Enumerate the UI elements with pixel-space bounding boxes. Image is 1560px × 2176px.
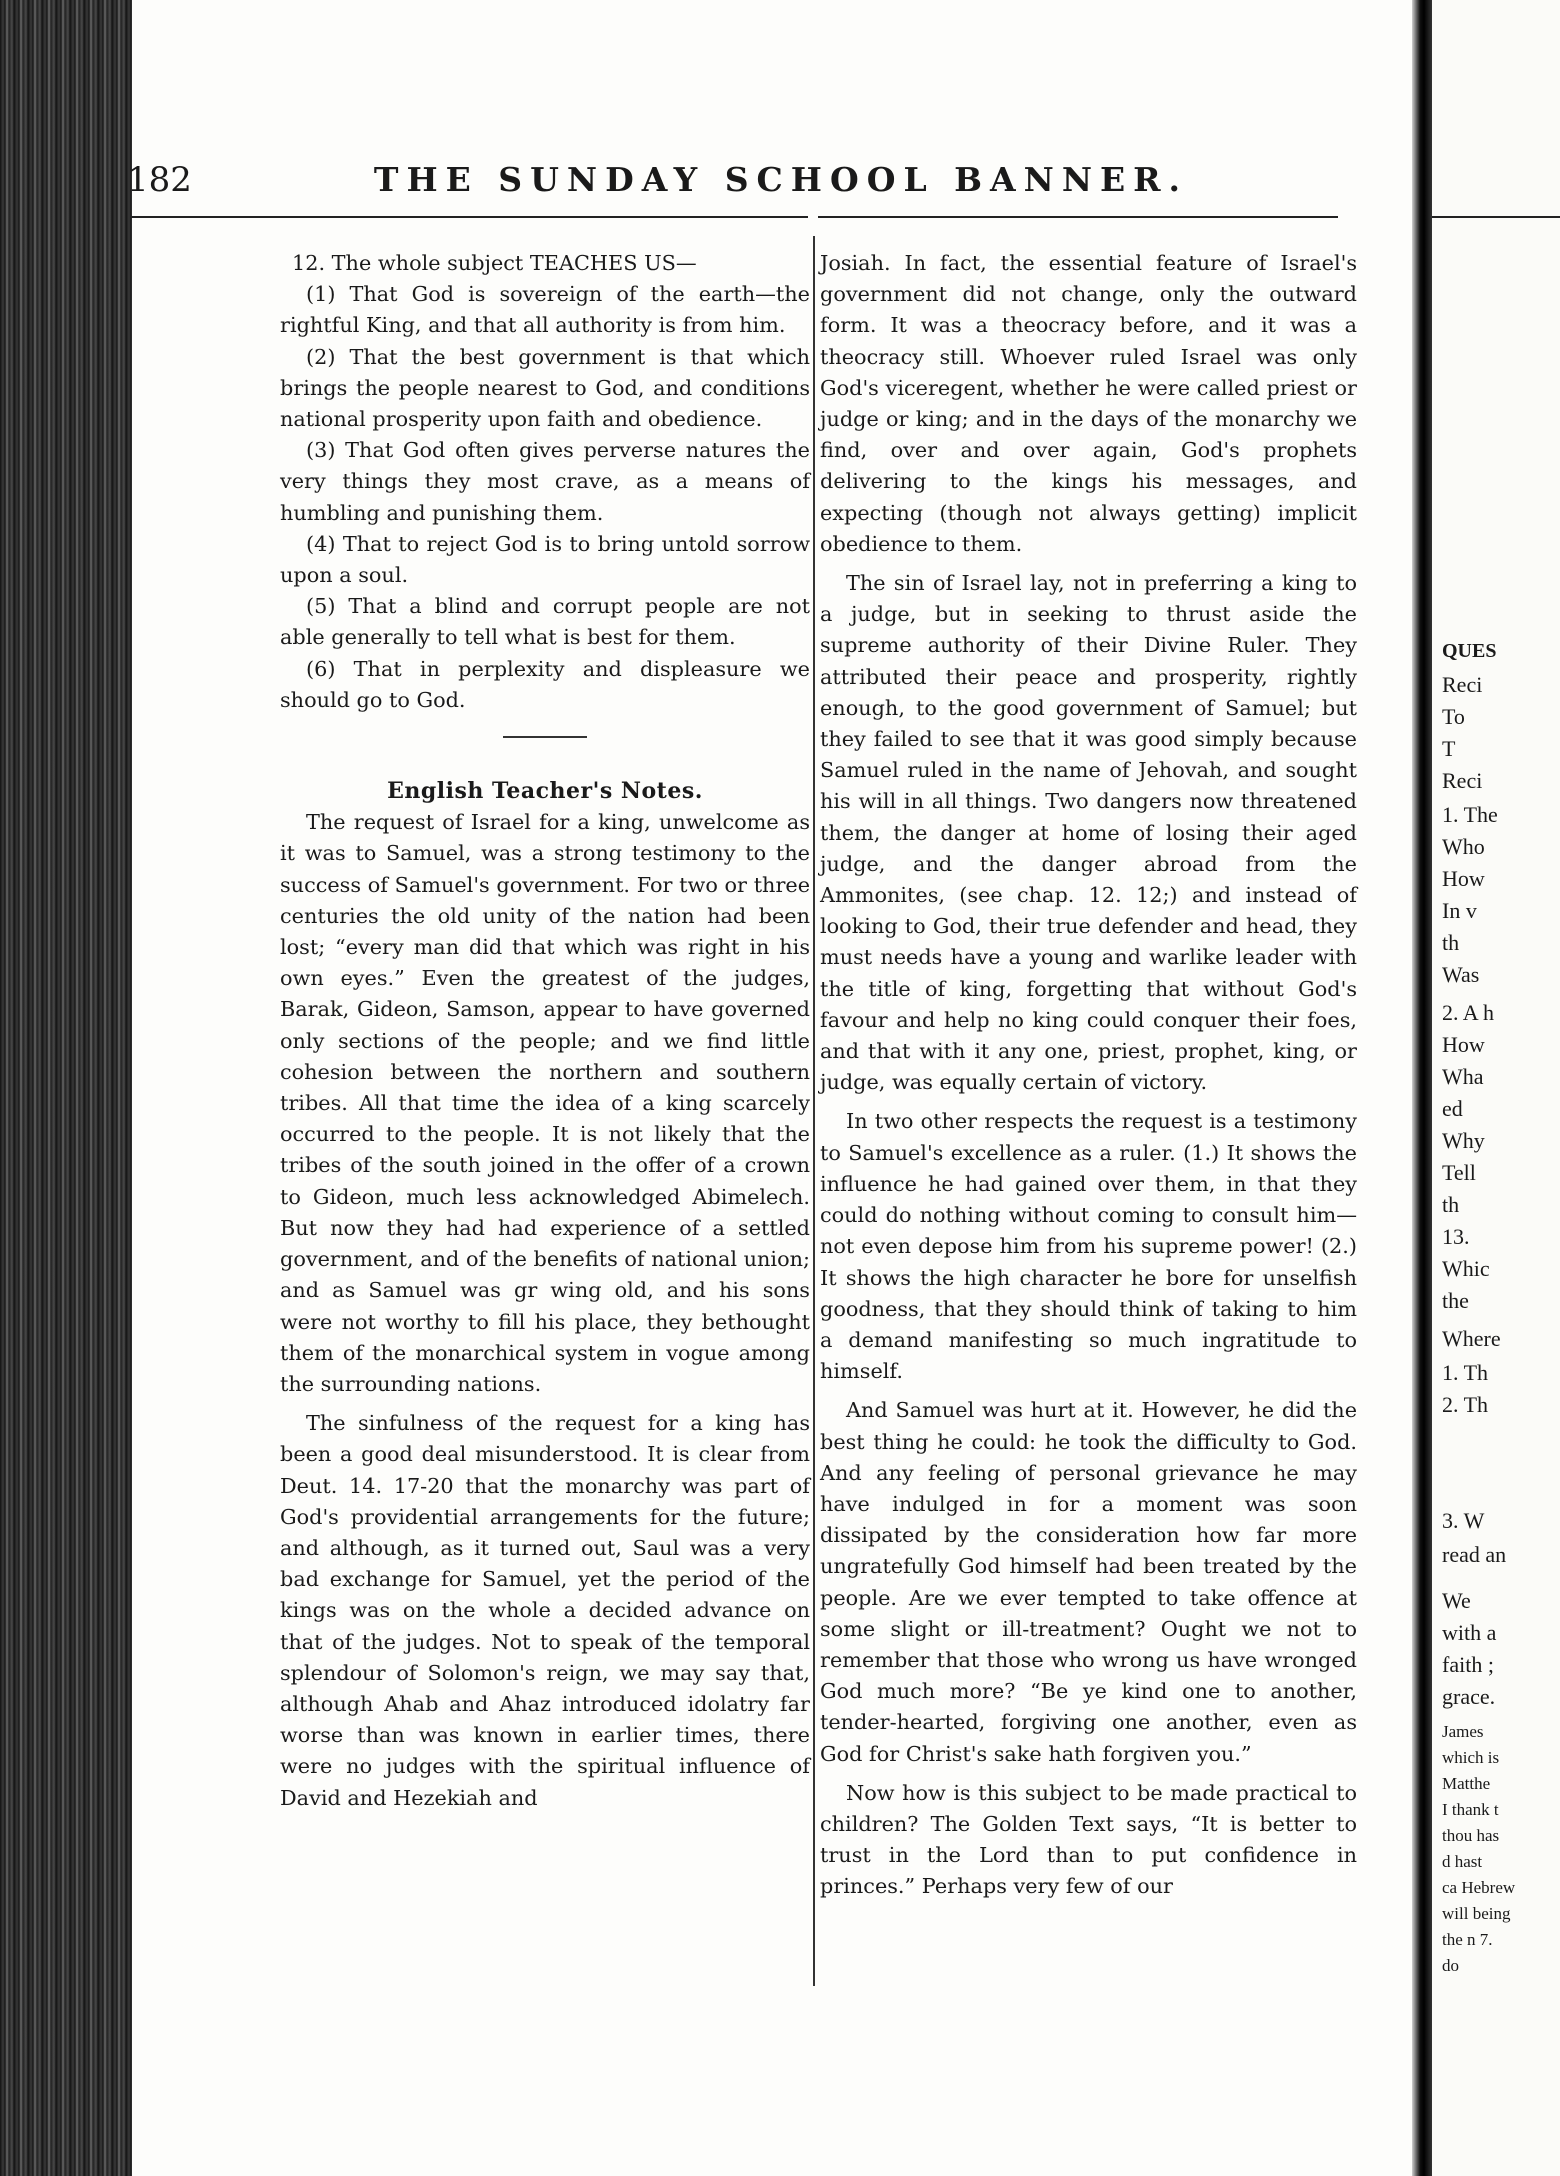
adjacent-page-text: T xyxy=(1442,736,1456,761)
adjacent-page-text: with a xyxy=(1442,1620,1497,1645)
adjacent-page-text: I thank t xyxy=(1442,1800,1499,1819)
adjacent-page-text: thou has xyxy=(1442,1826,1500,1845)
adjacent-page-text: In v xyxy=(1442,898,1477,923)
adjacent-page-text: Where xyxy=(1442,1326,1501,1351)
adjacent-page-text: d hast xyxy=(1442,1852,1483,1871)
adjacent-page-text: th xyxy=(1442,930,1460,955)
teaching-item: (4) That to reject God is to bring untold sorrow upon a soul. xyxy=(280,531,810,588)
adjacent-page-text: faith ; xyxy=(1442,1652,1494,1677)
right-column xyxy=(820,248,1357,1903)
adjacent-page-text: do xyxy=(1442,1956,1459,1975)
teaching-item: (5) That a blind and corrupt people are not able generally to tell what is best for them. xyxy=(280,594,810,650)
adjacent-page-text: Reci xyxy=(1442,768,1483,793)
adjacent-page-text: 2. Th xyxy=(1442,1392,1489,1417)
adjacent-page-text: read an xyxy=(1442,1542,1507,1567)
teaching-item: (3) That God often gives perverse natures the very things they most crave, as a means of humbling and punishing them. xyxy=(280,438,810,525)
adjacent-page-text: 3. W xyxy=(1442,1508,1485,1533)
adjacent-page-text: 13. xyxy=(1442,1224,1470,1249)
teaching-item: (6) That in perplexity and displeasure we should go to God. xyxy=(280,656,810,712)
column-divider xyxy=(813,236,815,1986)
teaching-item: (1) That God is sovereign of the earth—the rightful King, and that all authority is from him. xyxy=(280,282,810,338)
adjacent-page-text: We xyxy=(1442,1588,1471,1613)
adjacent-page-text: the xyxy=(1442,1288,1469,1313)
body-paragraph: Josiah. In fact, the essential feature of Israel's government did not change, only the outward form. It was a theocracy before, and it was a theocracy still. Whoever ruled Israel was only God's viceregent, whether he were called priest or judge or king; and in the days of the monarchy we find, over and over again, God's prophets delivering to the kings his messages, and expecting (though not always getting) implicit obedience to them. xyxy=(820,251,1357,556)
adjacent-page-text: 1. Th xyxy=(1442,1360,1489,1385)
adjacent-page-text: James xyxy=(1442,1722,1484,1741)
book-spine xyxy=(0,0,132,2176)
adjacent-page-text: How xyxy=(1442,866,1485,891)
adjacent-page-text: To xyxy=(1442,704,1465,729)
adjacent-page-text: 1. The xyxy=(1442,802,1498,827)
adjacent-page-text: 2. A h xyxy=(1442,1000,1494,1025)
body-paragraph: The request of Israel for a king, unwelcome as it was to Samuel, was a strong testimony to the success of Samuel's government. For two or three centuries the old unity of the nation had been lost; “every man did that which was right in his own eyes.” Even the greatest of the judges, Barak, Gideon, Samson, appear to have governed only sections of the people; and we find little cohesion between the northern and southern tribes. All that time the idea of a king scarcely occurred to the people. It is not likely that the tribes of the south joined in the offer of a crown to Gideon, much less acknowledged Abimelech. But now they had had experience of a settled government, and of the benefits of national union; and as Samuel was gr wing old, and his sons were not worthy to fill his place, they bethought them of the monarchical system in vogue among the surrounding nations. xyxy=(280,810,810,1396)
adjacent-page-text: which is xyxy=(1442,1748,1500,1767)
adjacent-page-text: Whic xyxy=(1442,1256,1490,1281)
section-heading: English Teacher's Notes. xyxy=(387,778,703,805)
adjacent-page-text: Matthe xyxy=(1442,1774,1491,1793)
adjacent-page-text: the n 7. xyxy=(1442,1930,1493,1949)
adjacent-page-fragment xyxy=(1432,0,1560,2176)
adjacent-page-rule xyxy=(1432,216,1560,218)
body-paragraph: In two other respects the request is a testimony to Samuel's excellence as a ruler. (1.) It shows the influence he had gained over them, in that they could do nothing without coming to consult him—not even depose him from his supreme power! (2.) It shows the high character he bore for unselfish goodness, that they should think of taking to him a demand manifesting so much ingratitude to himself. xyxy=(820,1109,1357,1384)
teaching-item: (2) That the best government is that which brings the people nearest to God, and conditions national prosperity upon faith and obedience. xyxy=(280,344,810,432)
teaches-intro: 12. The whole subject TEACHES US— xyxy=(292,251,697,275)
adjacent-page-text: Who xyxy=(1442,834,1485,859)
header-rule-right xyxy=(818,216,1338,218)
adjacent-page-text: ca Hebrew xyxy=(1442,1878,1516,1897)
adjacent-page-text: grace. xyxy=(1442,1684,1496,1709)
page-gutter xyxy=(1412,0,1432,2176)
adjacent-page-text: Why xyxy=(1442,1128,1485,1153)
body-paragraph: And Samuel was hurt at it. However, he did the best thing he could: he took the difficulty to God. And any feeling of personal grievance he may have indulged in for a moment was soon dissipated by the consideration how far more ungratefully God himself had been treated by the people. Are we ever tempted to take offence at some slight or ill-treatment? Ought we not to remember that those who wrong us have wronged God much more? “Be ye kind one to another, tender-hearted, forgiving one another, even as God for Christ's sake hath forgiven you.” xyxy=(820,1398,1357,1766)
adjacent-page-text: ed xyxy=(1442,1096,1463,1121)
adjacent-page-text: will being xyxy=(1442,1904,1511,1923)
body-paragraph: Now how is this subject to be made practical to children? The Golden Text says, “It is better to trust in the Lord than to put confidence in princes.” Perhaps very few of our xyxy=(820,1780,1357,1899)
adjacent-page-text: Was xyxy=(1442,962,1480,987)
adjacent-page-text: Reci xyxy=(1442,672,1483,697)
adjacent-page-text: Tell xyxy=(1442,1160,1476,1185)
adjacent-page-text: th xyxy=(1442,1192,1460,1217)
body-paragraph: The sinfulness of the request for a king has been a good deal misunderstood. It is clear from Deut. 14. 17-20 that the monarchy was part of God's providential arrangements for the future; and although, as it turned out, Saul was a very bad exchange for Samuel, yet the period of the kings was on the whole a decided advance on that of the judges. Not to speak of the temporal splendour of Solomon's reign, we may say that, although Ahab and Ahaz introduced idolatry far worse than was known in earlier times, there were no judges with the spiritual influence of David and Hezekiah and xyxy=(280,1411,810,1810)
left-column xyxy=(280,248,810,1814)
adjacent-page-text: How xyxy=(1442,1032,1485,1057)
adjacent-page-text: Wha xyxy=(1442,1064,1484,1089)
page-header xyxy=(127,160,1335,220)
adjacent-page-text: QUES xyxy=(1442,640,1497,662)
header-rule-left xyxy=(130,216,808,218)
running-title: THE SUNDAY SCHOOL BANNER. xyxy=(373,160,1189,199)
body-paragraph: The sin of Israel lay, not in preferring a king to a judge, but in seeking to thrust aside the supreme authority of their Divine Ruler. They attributed their peace and prosperity, rightly enough, to the good government of Samuel; but they failed to see that it was good simply because Samuel ruled in the name of Jehovah, and sought his will in all things. Two dangers now threatened them, the danger at home of losing their aged judge, and the danger abroad from the Ammonites, (see chap. 12. 12;) and instead of looking to God, their true defender and head, they must needs have a young and warlike leader with the title of king, forgetting that without God's favour and help no king could conquer their foes, and that with it any one, priest, prophet, king, or judge, was equally certain of victory. xyxy=(820,571,1357,1095)
section-end-rule xyxy=(503,736,587,738)
page-number: 182 xyxy=(127,160,192,200)
